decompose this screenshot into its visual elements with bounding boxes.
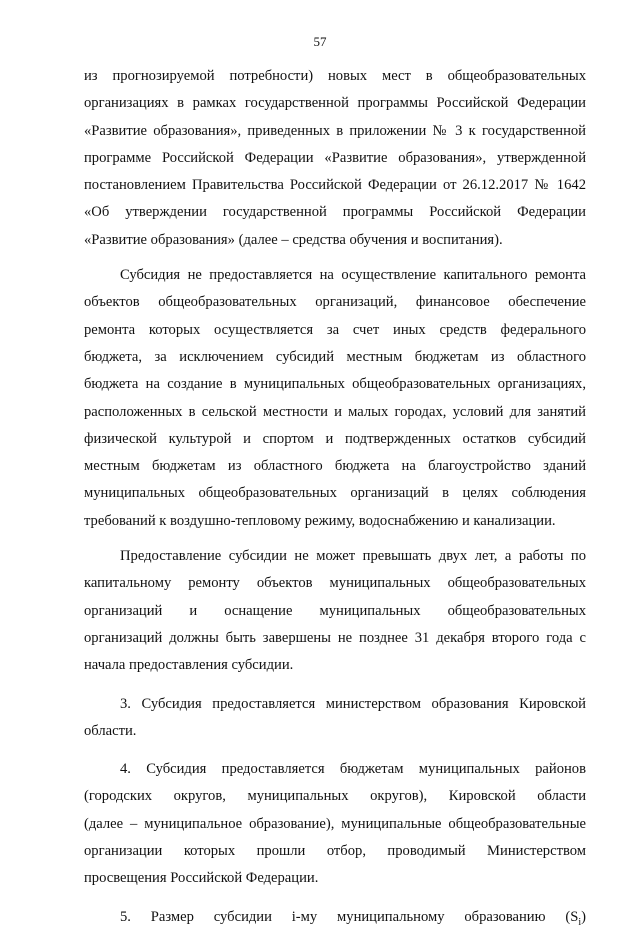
document-body (84, 63, 586, 931)
text-line: бюджета, за исключением субсидий местным бюджетам из областного (84, 348, 586, 365)
text-line: организаций и оснащение муниципальных общеобразовательных (84, 602, 586, 619)
text-line: капитальному ремонту объектов муниципальных общеобразовательных (84, 575, 586, 592)
text-segment: 5. Размер субсидии i-му муниципальному образованию (S (120, 908, 579, 925)
text-line: постановлением Правительства Российской Федерации от 26.12.2017 № 1642 (84, 177, 586, 194)
text-line: (городских округов, муниципальных округов), Кировской области (84, 788, 586, 805)
text-line: Предоставление субсидии не может превышать двух лет, а работы по (120, 548, 586, 565)
page-number: 57 (313, 34, 327, 49)
text-line: «Развитие образования» (далее – средства обучения и воспитания). (84, 231, 503, 248)
text-line: организациях в рамках государственной программы Российской Федерации (84, 95, 586, 112)
text-line: области. (84, 722, 137, 739)
text-line: расположенных в сельской местности и малых городах, условий для занятий (84, 403, 586, 420)
text-line: 3. Субсидия предоставляется министерством образования Кировской (120, 695, 586, 712)
paragraph-capital-repair (84, 262, 586, 535)
paragraph-continuation (84, 63, 586, 254)
text-line: бюджета на создание в муниципальных общеобразовательных организациях, (84, 376, 586, 393)
text-line: организаций должны быть завершены не позднее 31 декабря второго года с (84, 629, 586, 646)
paragraph-item-5 (84, 904, 586, 931)
text-line: Субсидия не предоставляется на осуществление капитального ремонта (120, 267, 586, 284)
text-line: начала предоставления субсидии. (84, 657, 294, 674)
paragraph-subsidy-term (84, 543, 586, 679)
text-line: объектов общеобразовательных организаций, финансовое обеспечение (84, 294, 586, 311)
paragraph-item-3 (84, 691, 586, 746)
text-line: из прогнозируемой потребности) новых мест в общеобразовательных (84, 68, 586, 84)
text-line (84, 904, 586, 931)
text-line: местным бюджетам из областного бюджета на благоустройство зданий (84, 458, 586, 475)
text-segment: ) (581, 908, 586, 925)
text-line: физической культурой и спортом и подтвержденных остатков субсидий (84, 430, 586, 447)
text-line: программе Российской Федерации «Развитие образования», утвержденной (84, 149, 586, 166)
text-line: ремонта которых осуществляется за счет иных средств федерального (84, 321, 586, 338)
text-line: (далее – муниципальное образование), муниципальные общеобразовательные (84, 815, 586, 832)
text-line: «Об утверждении государственной программы Российской Федерации (84, 204, 586, 221)
text-line: «Развитие образования», приведенных в приложении № 3 к государственной (84, 122, 586, 139)
paragraph-item-4 (84, 756, 586, 892)
subscript-index: i (578, 916, 582, 928)
text-line: организации которых прошли отбор, проводимый Министерством (84, 843, 586, 860)
text-line: 4. Субсидия предоставляется бюджетам муниципальных районов (120, 761, 586, 778)
text-line: требований к воздушно-тепловому режиму, водоснабжению и канализации. (84, 512, 556, 529)
text-line: муниципальных общеобразовательных организаций в целях соблюдения (84, 485, 586, 502)
text-line: просвещения Российской Федерации. (84, 870, 319, 887)
